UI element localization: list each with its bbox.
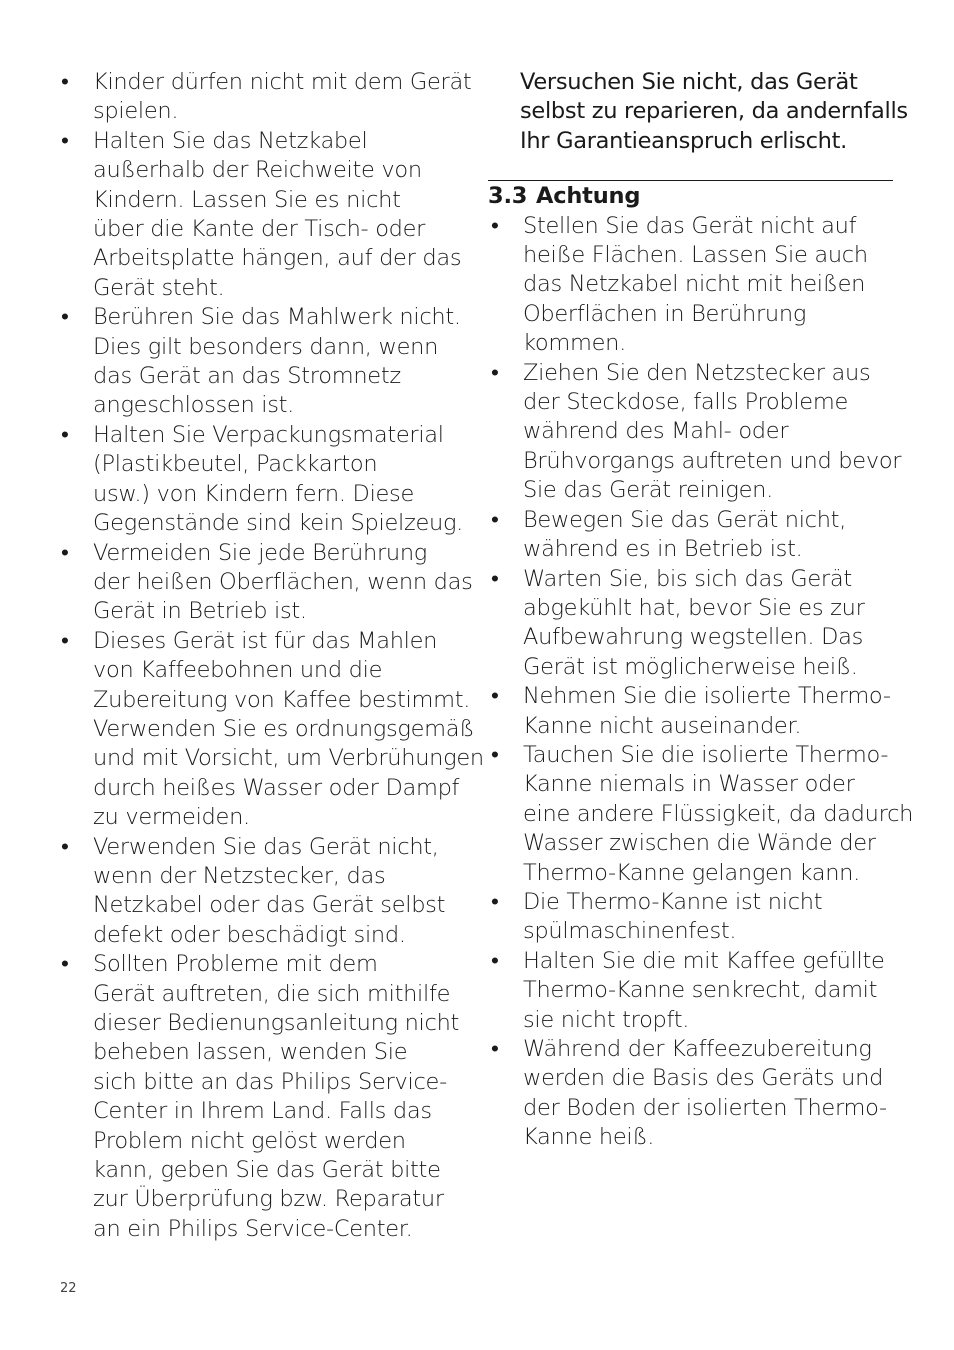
section-number: 3.3 bbox=[488, 183, 528, 210]
text-line: Oberflächen in Berührung bbox=[523, 300, 807, 327]
bullet-marker: • bbox=[61, 627, 69, 654]
bullet-marker: • bbox=[491, 1036, 499, 1062]
text-line: sie nicht tropft. bbox=[523, 1006, 690, 1033]
text-line: Ihr Garantieanspruch erlischt. bbox=[520, 127, 848, 154]
text-line: Gerät steht. bbox=[93, 274, 225, 301]
text-line: Nehmen Sie die isolierte Thermo- bbox=[523, 683, 891, 710]
text-line: Gegenstände sind kein Spielzeug. bbox=[93, 510, 464, 537]
continuation-paragraph bbox=[488, 68, 908, 156]
text-line: Brühvorgangs auftreten und bevor bbox=[523, 447, 902, 474]
bullet-marker: • bbox=[491, 565, 499, 592]
text-line: Aufbewahrung wegstellen. Das bbox=[523, 624, 864, 651]
text-line: (Plastikbeutel, Packkarton bbox=[93, 451, 378, 478]
list-item bbox=[488, 741, 914, 888]
list-item bbox=[58, 68, 470, 127]
list-item bbox=[58, 303, 470, 421]
text-line: eine andere Flüssigkeit, da dadurch bbox=[523, 800, 914, 827]
text-line: Kindern. Lassen Sie es nicht bbox=[93, 186, 401, 213]
text-line: usw.) von Kindern fern. Diese bbox=[93, 480, 415, 507]
list-item bbox=[488, 359, 902, 506]
text-line: Dies gilt besonders dann, wenn bbox=[93, 333, 439, 360]
text-line: Problem nicht gelöst werden bbox=[93, 1127, 406, 1154]
text-line: Kanne nicht auseinander. bbox=[523, 712, 802, 739]
bullet-marker: • bbox=[61, 833, 69, 860]
right-bullet-list bbox=[488, 212, 914, 1153]
text-line: während des Mahl- oder bbox=[523, 418, 789, 445]
text-line: an ein Philips Service-Center. bbox=[93, 1215, 413, 1242]
text-line: heiße Flächen. Lassen Sie auch bbox=[523, 242, 868, 269]
text-line: Tauchen Sie die isolierte Thermo- bbox=[523, 741, 889, 768]
text-line: Dieses Gerät ist für das Mahlen bbox=[93, 627, 438, 654]
text-line: Warten Sie, bis sich das Gerät bbox=[523, 565, 852, 592]
right-column bbox=[488, 68, 914, 1153]
text-line: Während der Kaffeezubereitung bbox=[523, 1036, 872, 1062]
left-bullet-list bbox=[58, 68, 484, 1244]
text-line: Sie das Gerät reinigen. bbox=[523, 477, 773, 504]
text-line: Verwenden Sie das Gerät nicht, bbox=[93, 833, 439, 860]
text-line: kann, geben Sie das Gerät bitte bbox=[93, 1157, 441, 1184]
bullet-marker: • bbox=[491, 359, 499, 386]
text-line: das Gerät an das Stromnetz bbox=[93, 363, 401, 390]
text-line: dieser Bedienungsanleitung nicht bbox=[93, 1010, 460, 1036]
text-line: Vermeiden Sie jede Berührung bbox=[93, 539, 428, 566]
text-line: Netzkabel oder das Gerät selbst bbox=[93, 892, 446, 919]
section-title: Achtung bbox=[536, 183, 641, 210]
text-line: durch heißes Wasser oder Dampf bbox=[93, 774, 460, 801]
list-item bbox=[58, 833, 470, 951]
text-line: sich bitte an das Philips Service- bbox=[93, 1068, 447, 1095]
text-line: abgekühlt hat, bevor Sie es zur bbox=[523, 594, 865, 621]
text-line: über die Kante der Tisch- oder bbox=[93, 216, 426, 243]
text-line: zu vermeiden. bbox=[93, 804, 250, 831]
bullet-marker: • bbox=[61, 421, 69, 448]
list-item bbox=[58, 627, 484, 833]
page-number: 22 bbox=[60, 1281, 77, 1296]
text-line: der Boden der isolierten Thermo- bbox=[523, 1094, 887, 1121]
bullet-marker: • bbox=[491, 212, 499, 239]
bullet-marker: • bbox=[61, 539, 69, 566]
text-line: von Kaffeebohnen und die bbox=[93, 657, 383, 684]
bullet-marker: • bbox=[491, 947, 499, 974]
bullet-marker: • bbox=[61, 304, 69, 331]
text-line: Kanne heiß. bbox=[523, 1124, 655, 1151]
text-line: der Steckdose, falls Probleme bbox=[523, 389, 849, 416]
text-line: angeschlossen ist. bbox=[93, 392, 295, 419]
text-line: Wasser zwischen die Wände der bbox=[523, 830, 876, 857]
section-heading bbox=[488, 182, 894, 211]
list-item bbox=[488, 947, 894, 1035]
text-line: Sollten Probleme mit dem bbox=[93, 951, 378, 978]
text-line: Stellen Sie das Gerät nicht auf bbox=[523, 212, 857, 239]
text-line: der heißen Oberflächen, wenn das bbox=[93, 568, 473, 595]
text-line: Zubereitung von Kaffee bestimmt. bbox=[93, 686, 471, 713]
text-line: das Netzkabel nicht mit heißen bbox=[523, 271, 866, 298]
text-line: kommen. bbox=[523, 330, 626, 357]
list-item bbox=[58, 127, 470, 303]
text-line: während es in Betrieb ist. bbox=[523, 536, 803, 563]
text-line: Die Thermo-Kanne ist nicht bbox=[523, 888, 823, 915]
text-line: Versuchen Sie nicht, das Gerät bbox=[520, 69, 858, 95]
bullet-marker: • bbox=[61, 127, 69, 154]
bullet-marker: • bbox=[61, 951, 69, 978]
list-item bbox=[488, 1035, 894, 1153]
list-item bbox=[488, 506, 894, 565]
text-line: Halten Sie Verpackungsmaterial bbox=[93, 421, 444, 448]
text-line: Halten Sie die mit Kaffee gefüllte bbox=[523, 947, 885, 974]
section-divider bbox=[488, 180, 893, 181]
left-column bbox=[58, 68, 484, 1244]
text-line: Arbeitsplatte hängen, auf der das bbox=[93, 245, 462, 272]
text-line: zur Überprüfung bzw. Reparatur bbox=[93, 1186, 444, 1213]
text-line: Thermo-Kanne senkrecht, damit bbox=[523, 977, 878, 1004]
list-item bbox=[488, 565, 894, 683]
bullet-marker: • bbox=[61, 69, 69, 95]
text-line: beheben lassen, wenden Sie bbox=[93, 1039, 408, 1066]
bullet-marker: • bbox=[491, 506, 499, 533]
text-line: und mit Vorsicht, um Verbrühungen bbox=[93, 745, 484, 772]
list-item bbox=[58, 421, 470, 539]
text-line: Center in Ihrem Land. Falls das bbox=[93, 1098, 432, 1125]
text-line: Gerät ist möglicherweise heiß. bbox=[523, 653, 858, 680]
bullet-marker: • bbox=[491, 888, 499, 915]
text-line: außerhalb der Reichweite von bbox=[93, 157, 422, 184]
text-line: Bewegen Sie das Gerät nicht, bbox=[523, 506, 847, 533]
list-item bbox=[488, 888, 894, 947]
text-line: selbst zu reparieren, da andernfalls bbox=[520, 98, 908, 125]
text-line: Gerät auftreten, die sich mithilfe bbox=[93, 980, 451, 1007]
text-line: werden die Basis des Geräts und bbox=[523, 1065, 884, 1092]
text-line: spülmaschinenfest. bbox=[523, 918, 737, 945]
list-item bbox=[488, 212, 894, 359]
text-line: Thermo-Kanne gelangen kann. bbox=[523, 859, 860, 886]
text-line: Berühren Sie das Mahlwerk nicht. bbox=[93, 304, 461, 331]
text-line: Gerät in Betrieb ist. bbox=[93, 598, 307, 625]
text-line: Ziehen Sie den Netzstecker aus bbox=[523, 359, 871, 386]
text-line: Kinder dürfen nicht mit dem Gerät bbox=[93, 69, 472, 95]
list-item bbox=[488, 682, 894, 741]
text-line: Verwenden Sie es ordnungsgemäß bbox=[93, 715, 475, 742]
bullet-marker: • bbox=[491, 741, 499, 768]
text-line: Kanne niemals in Wasser oder bbox=[523, 771, 855, 798]
text-line: Halten Sie das Netzkabel bbox=[93, 127, 368, 154]
bullet-marker: • bbox=[491, 683, 499, 710]
text-line: defekt oder beschädigt sind. bbox=[93, 921, 406, 948]
list-item bbox=[58, 950, 470, 1244]
text-line: wenn der Netzstecker, das bbox=[93, 862, 386, 889]
text-line: spielen. bbox=[93, 98, 179, 125]
list-item bbox=[58, 539, 473, 627]
